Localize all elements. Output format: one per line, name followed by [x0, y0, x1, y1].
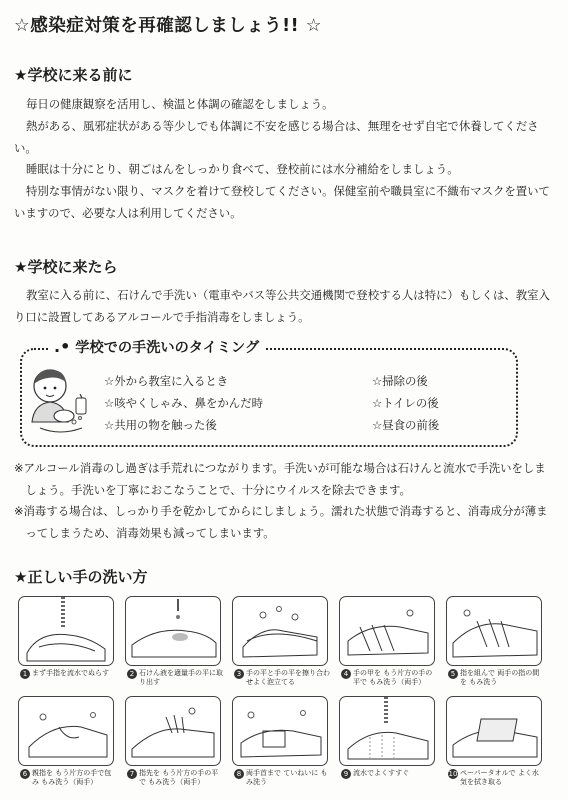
step-number: 4 [341, 669, 351, 679]
step-caption: 指先を もう片方の手の平で もみ洗う（両手） [139, 769, 219, 786]
step-caption: 指を組んで 両手の指の間を もみ洗う [460, 669, 540, 686]
paragraph-health-check: 毎日の健康観察を活用し、検温と体調の確認をしましょう。 [25, 97, 334, 111]
step-10-illustration [446, 696, 542, 766]
step-3-illustration [232, 596, 328, 666]
page-title: ☆感染症対策を再確認しましょう!! ☆ [14, 16, 322, 36]
timing-item-after-toilet: ☆トイレの後 [372, 396, 439, 410]
step-caption: 親指を もう片方の手で包み もみ洗う（両手） [32, 769, 112, 786]
timing-item-lunch: ☆昼食の前後 [372, 418, 440, 432]
step-caption: 流水でよくすすぐ [353, 769, 410, 777]
paragraph-wash-before-class: 教室に入る前に、石けんで手洗い（電車やバス等公共交通機関で登校する人は特に）もしくは、教室入り口に設置してあるアルコールで手指消毒をしましょう。 [14, 288, 550, 324]
step-9-illustration [339, 696, 435, 766]
note-disinfect-dry: ※消毒する場合は、しっかり手を乾かしてからにしましょう。濡れた状態で消毒すると、消毒成分が薄まってしまうため、消毒効果も減ってしまいます。 [14, 504, 548, 540]
step-caption: 手の平と手の平を擦り合わせよく泡立てる [246, 669, 330, 686]
step-caption: 両手首まで ていねいに もみ洗う [246, 769, 328, 786]
step-1-illustration [18, 596, 114, 666]
paragraph-mask: 特別な事情がない限り、マスクを着けて登校してください。保健室前や職員室に不織布マスクを置いていますので、必要な人は利用してください。 [14, 184, 550, 220]
step-number: 10 [448, 770, 458, 778]
step-number: 1 [20, 669, 30, 679]
step-8-illustration [232, 696, 328, 766]
step-number: 6 [20, 769, 30, 779]
heading-at-school: ★学校に来たら [14, 258, 118, 276]
heading-before-school: ★学校に来る前に [14, 66, 133, 84]
step-number: 3 [234, 669, 244, 679]
step-caption: まず手指を流水でぬらす [32, 669, 109, 677]
step-2-illustration [125, 596, 221, 666]
step-number: 5 [448, 669, 458, 679]
timing-item-after-cleaning: ☆掃除の後 [372, 374, 428, 388]
handwash-timing-title: .• 学校での手洗いのタイミング [48, 337, 265, 357]
step-caption: 手の甲を もう片方の手の平で もみ洗う（両手） [353, 669, 433, 686]
step-4-illustration [339, 596, 435, 666]
step-caption: 石けん液を適量手の平に取り出す [139, 669, 223, 686]
note-alcohol: ※アルコール消毒のし過ぎは手荒れにつながります。手洗いが可能な場合は石けんと流水で手洗いをしましょう。手洗いを丁寧におこなうことで、十分にウイルスを除去できます。 [14, 461, 546, 497]
step-5-illustration [446, 596, 542, 666]
heading-handwash-method: ★正しい手の洗い方 [14, 568, 148, 586]
timing-item-cough-sneeze: ☆咳やくしゃみ、鼻をかんだ時 [104, 396, 263, 410]
timing-item-enter-classroom: ☆外から教室に入るとき [104, 374, 229, 388]
paragraph-sleep-breakfast: 睡眠は十分にとり、朝ごはんをしっかり食べて、登校前には水分補給をしましょう。 [25, 162, 459, 176]
child-washing-hands-illustration [20, 364, 98, 438]
paragraph-rest-at-home: 熱がある、風邪症状がある等少しでも体調に不安を感じる場合は、無理をせず自宅で休養してください。 [14, 119, 539, 155]
timing-item-shared-items: ☆共用の物を触った後 [104, 418, 217, 432]
step-number: 7 [127, 769, 137, 779]
step-6-illustration [18, 696, 114, 766]
step-number: 2 [127, 669, 137, 679]
step-caption: ペーパータオルで よく水気を拭き取る [460, 769, 539, 786]
step-7-illustration [125, 696, 221, 766]
step-number: 9 [341, 769, 351, 779]
step-number: 8 [234, 769, 244, 779]
